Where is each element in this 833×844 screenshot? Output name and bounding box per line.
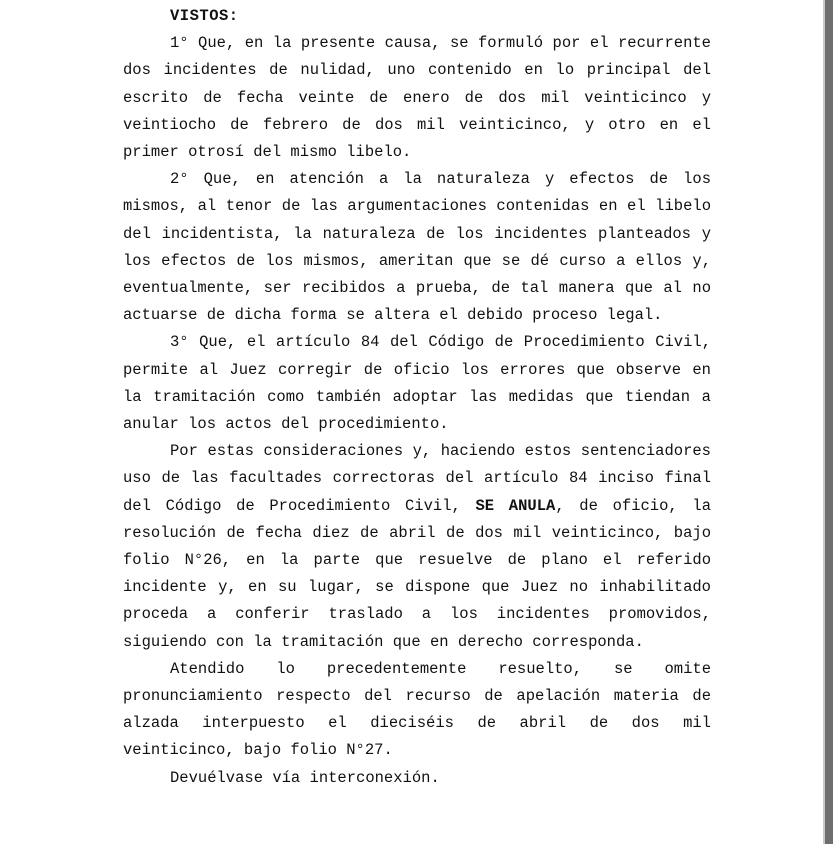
closing-line: Devuélvase vía interconexión. [170,768,440,787]
paragraph-resolution [123,438,711,656]
paragraph-considerando-1: 1° Que, en la presente causa, se formuló por el recurrente dos incidentes de nulidad, uno contenido en lo principal del escrito de fecha veinte de enero de dos mil veinticinco y veintiocho de febrero de dos mil veinticinco, y otro en el primer otrosí del mismo libelo. [123,34,711,162]
paragraph-considerando-3: 3° Que, el artículo 84 del Código de Procedimiento Civil, permite al Juez corregir de oficio los errores que observe en la tramitación como también adoptar las medidas que tiendan a anular los actos del procedimiento. [123,333,711,434]
paragraph-appeal-omission: Atendido lo precedentemente resuelto, se omite pronunciamiento respecto del recurso de apelación materia de alzada interpuesto el dieciséis de abril de dos mil veinticinco, bajo folio N°27. [123,659,711,760]
resolution-text-after: , de oficio, la resolución de fecha diez de abril de dos mil veinticinco, bajo folio N°26, en la parte que resuelve de plano el referido incidente y, en su lugar, se dispone que Juez no inhabilitado proceda a conferir traslado a los incidentes promovidos, siguiendo con la tramitación que en derecho corresponda. [123,496,711,651]
resolution-bold-text: SE ANULA [475,496,556,515]
paragraph-considerando-2: 2° Que, en atención a la naturaleza y efectos de los mismos, al tenor de las argumentaciones contenidas en el libelo del incidentista, la naturaleza de los incidentes planteados y los efectos de los mismos, ameritan que se dé curso a ellos y, eventualmente, ser recibidos a prueba, de tal manera que al no actuarse de dicha forma se altera el debido proceso legal. [123,170,711,325]
document-body [123,3,711,792]
document-heading: VISTOS: [170,7,239,25]
viewer-scrollbar-edge [825,0,833,844]
resolution-text-before: Por estas consideraciones y, haciendo estos sentenciadores uso de las facultades correctoras del artículo 84 inciso final del Código de Procedimiento Civil, [123,442,711,515]
